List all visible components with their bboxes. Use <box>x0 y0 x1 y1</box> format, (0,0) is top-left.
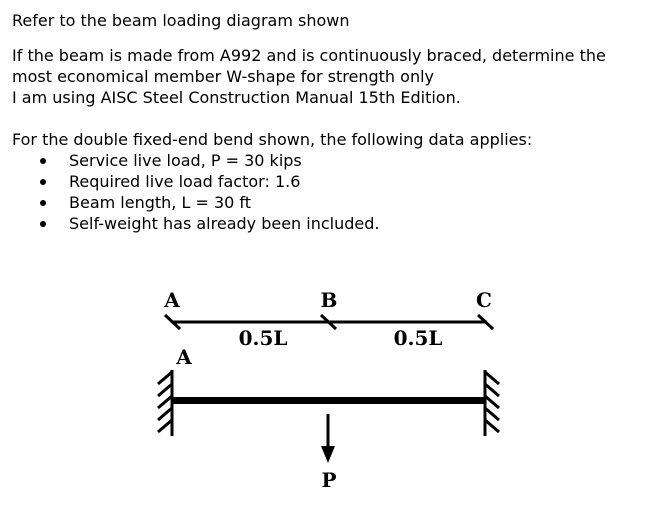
fixed-beam <box>158 345 499 492</box>
span-schematic <box>163 288 493 350</box>
data-intro: For the double fixed-end bend shown, the following data applies: <box>12 130 533 149</box>
label-c: C <box>476 288 492 312</box>
list-item: Self-weight has already been included. <box>12 213 652 234</box>
point-load-arrow <box>321 414 335 463</box>
span-label-bc: 0.5L <box>393 326 443 350</box>
span-label-ab: 0.5L <box>238 326 288 350</box>
list-item: Beam length, L = 30 ft <box>12 192 652 213</box>
label-b: B <box>320 288 338 312</box>
label-a: A <box>164 288 180 312</box>
beam-member <box>172 397 485 404</box>
right-fixed-support <box>485 370 499 436</box>
beam-label-a: A <box>176 345 192 369</box>
requirement-line-1: If the beam is made from A992 and is continuously braced, determine the <box>12 46 606 65</box>
list-item: Required live load factor: 1.6 <box>12 171 652 192</box>
intro-line: Refer to the beam loading diagram shown <box>12 11 350 30</box>
requirement-line-3: I am using AISC Steel Construction Manual 15th Edition. <box>12 88 461 107</box>
load-label-p: P <box>321 468 337 492</box>
requirement-line-2: most economical member W-shape for strength only <box>12 67 434 86</box>
list-item: Service live load, P = 30 kips <box>12 150 652 171</box>
left-fixed-support <box>158 370 172 436</box>
